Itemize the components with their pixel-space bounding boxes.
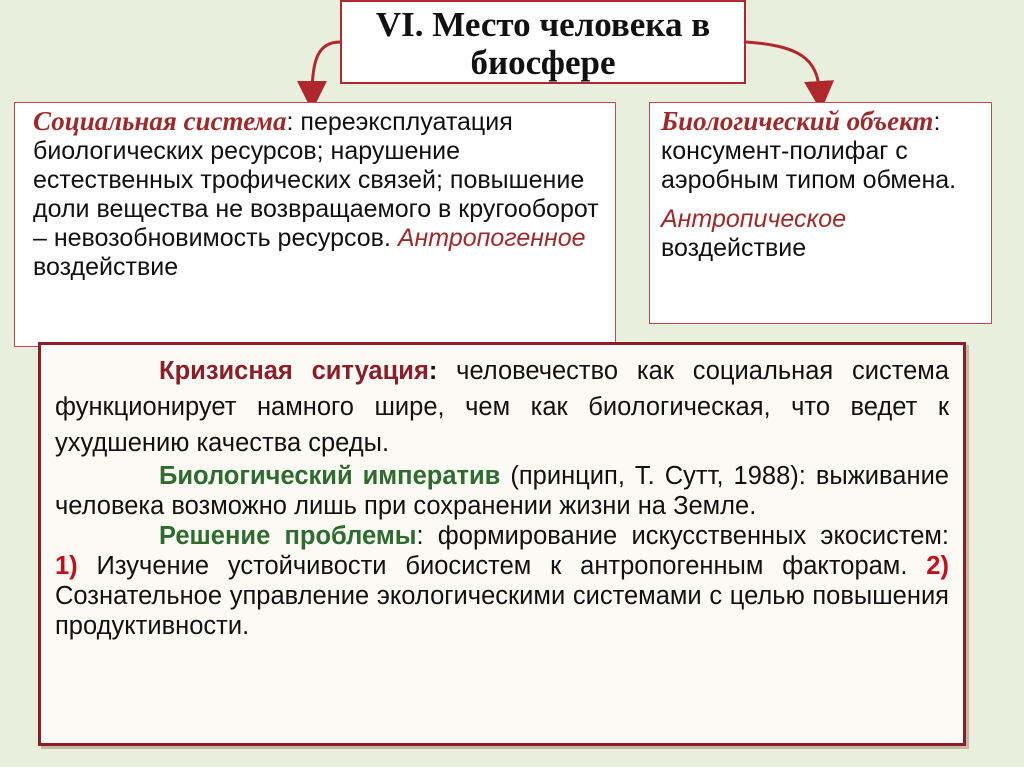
arrow-left <box>312 42 340 96</box>
crisis-box <box>38 342 966 746</box>
item2-number: 2) <box>926 552 949 580</box>
crisis-text: человечество как социальная система функционирует намного шире, чем как биологическая, что ведет к ухудшению качества среды. <box>55 357 950 457</box>
solution-text: : формирование искусственных экосистем: <box>416 522 950 550</box>
imperative-text: (принцип, Т. Сутт, 1988): выживание человека возможно лишь при сохранении жизни на Земле. <box>55 462 949 520</box>
solution-paragraph <box>55 521 949 641</box>
social-system-text: переэксплуатация биологических ресурсов; нарушение естественных трофических связей; повышение доли вещества не возвращаемого в кругооборот – невозобновимость ресурсов. <box>33 108 599 252</box>
anthropic-label: Антропическое <box>661 205 847 233</box>
title-text: VI. Место человека в биосфере <box>375 5 711 82</box>
anthropic-rest: воздействие <box>661 234 807 262</box>
imperative-label: Биологический императив <box>159 462 501 490</box>
crisis-label: Кризисная ситуация <box>159 357 429 385</box>
biological-object-heading: Биологический объект <box>661 106 934 136</box>
anthropogenic-label: Антропогенное <box>397 224 586 252</box>
social-system-heading: Социальная система <box>33 106 287 136</box>
social-system-box <box>14 102 616 347</box>
imperative-paragraph <box>55 461 949 521</box>
item2-text: Сознательное управление экологическими системами с целью повышения продуктивности. <box>55 582 949 640</box>
biological-object-text: : консумент-полифаг с аэробным типом обмена. <box>661 108 957 194</box>
item1-number: 1) <box>55 552 78 580</box>
social-system-colon: : <box>286 108 294 136</box>
item1-text: Изучение устойчивости биосистем к антропогенным факторам. <box>96 552 908 580</box>
crisis-colon: : <box>428 357 438 385</box>
arrow-right <box>746 42 820 96</box>
crisis-paragraph <box>55 353 949 461</box>
anthropogenic-rest: воздействие <box>33 253 179 281</box>
slide-title <box>340 0 746 84</box>
solution-label: Решение проблемы <box>159 522 417 550</box>
biological-object-box <box>649 102 992 324</box>
